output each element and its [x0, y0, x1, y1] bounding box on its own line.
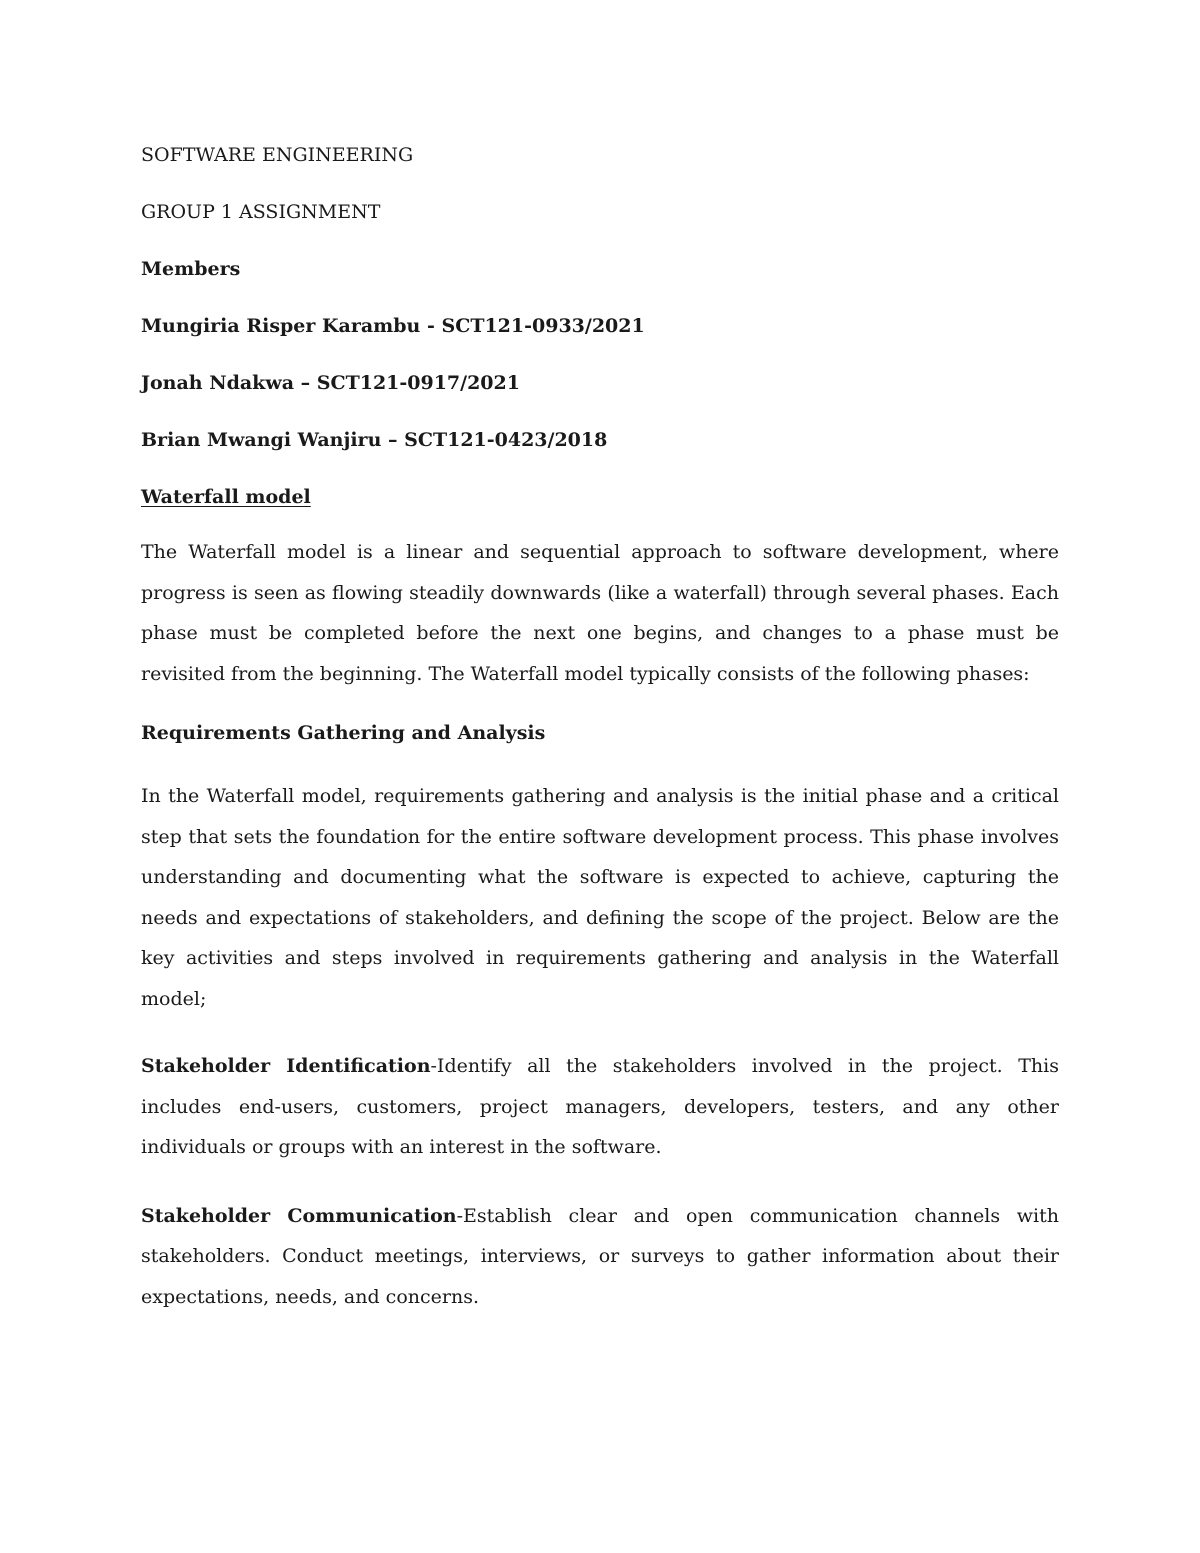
document-body — [141, 140, 1059, 1317]
member-3: Brian Mwangi Wanjiru – SCT121-0423/2018 — [141, 429, 608, 451]
stakeholder-identification-paragraph — [141, 1046, 1059, 1168]
course-title: SOFTWARE ENGINEERING — [141, 144, 414, 166]
member-1: Mungiria Risper Karambu - SCT121-0933/2021 — [141, 315, 645, 337]
member-2: Jonah Ndakwa – SCT121-0917/2021 — [141, 372, 520, 394]
waterfall-paragraph: The Waterfall model is a linear and sequential approach to software development, where progress is seen as flowing steadily downwards (like a waterfall) through several phases. Each phase must be completed before the next one begins, and changes to a phase must be revisited from the beginning. The Waterfall model typically consists of the following phases: — [141, 541, 1059, 685]
stakeholder-identification-term: Stakeholder Identification — [141, 1055, 431, 1077]
stakeholder-communication-paragraph — [141, 1196, 1059, 1318]
requirements-heading: Requirements Gathering and Analysis — [141, 722, 546, 744]
members-label: Members — [141, 258, 241, 280]
waterfall-heading: Waterfall model — [141, 486, 311, 508]
assignment-title: GROUP 1 ASSIGNMENT — [141, 201, 381, 223]
stakeholder-communication-text: -Establish clear and open communication channels with stakeholders. Conduct meetings, interviews, or surveys to gather information about their expectations, needs, and concerns. — [141, 1204, 1059, 1308]
requirements-paragraph: In the Waterfall model, requirements gathering and analysis is the initial phase and a critical step that sets the foundation for the entire software development process. This phase involves understanding and documenting what the software is expected to achieve, capturing the needs and expectations of stakeholders, and defining the scope of the project. Below are the key activities and steps involved in requirements gathering and analysis in the Waterfall model; — [141, 785, 1059, 1010]
stakeholder-identification-text: -Identify all the stakeholders involved in the project. This includes end-users, customers, project managers, developers, testers, and any other individuals or groups with an interest in the software. — [141, 1055, 1059, 1158]
stakeholder-communication-term: Stakeholder Communication — [141, 1204, 457, 1227]
